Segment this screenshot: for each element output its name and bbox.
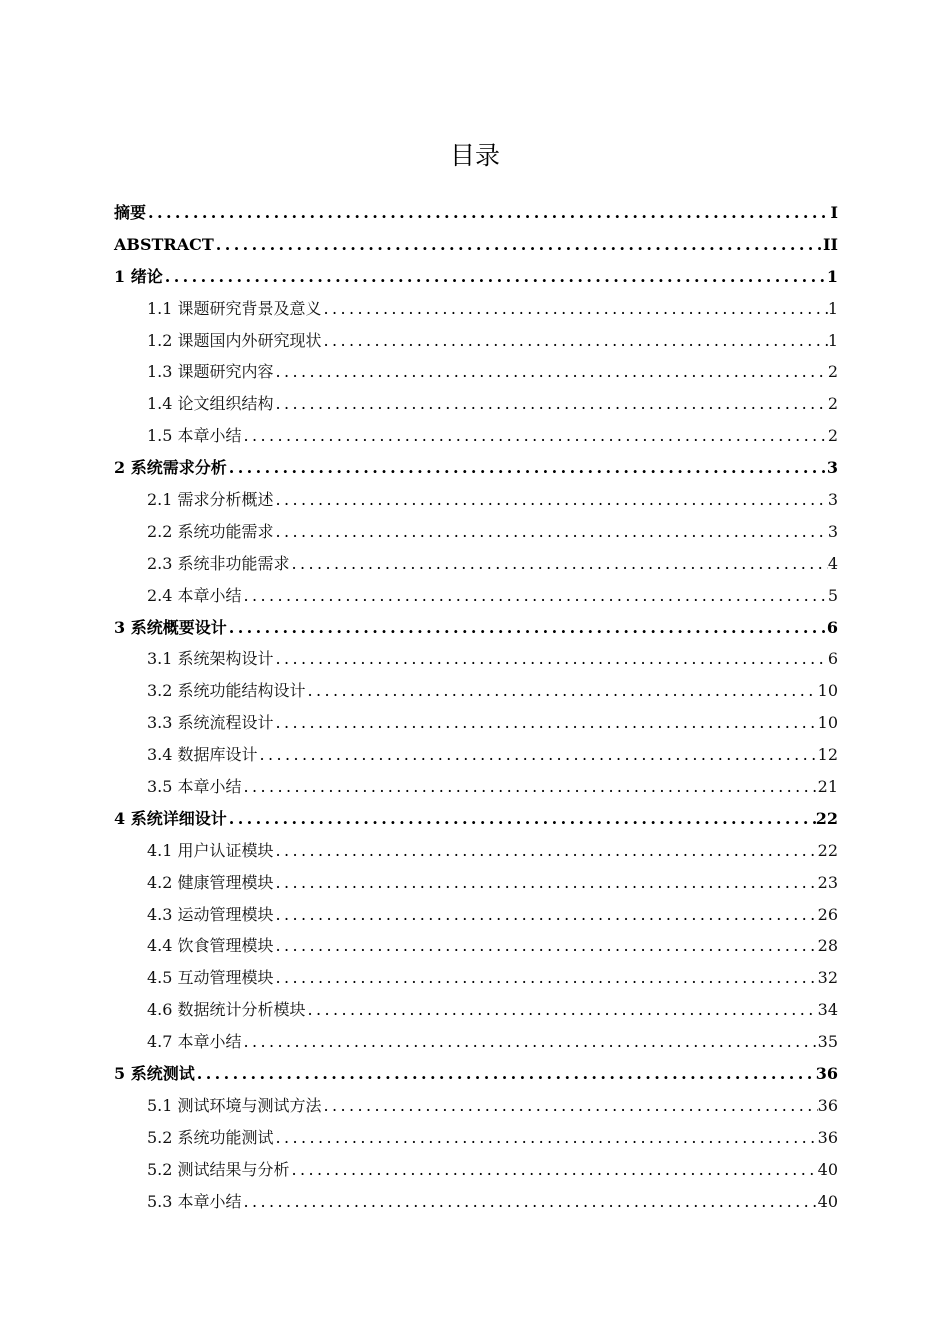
- toc-dot-leader: [274, 1122, 818, 1154]
- toc-section-entry[interactable]: [114, 1026, 838, 1058]
- toc-dot-leader: [274, 962, 818, 994]
- toc-entry-label: 4.5 互动管理模块: [147, 968, 274, 988]
- toc-entry-page-number: 10: [817, 713, 838, 733]
- toc-dot-leader: [290, 548, 828, 580]
- toc-entry-label: 1.3 课题研究内容: [147, 362, 274, 382]
- toc-entry-page-number: 12: [817, 745, 838, 765]
- toc-section-entry[interactable]: [114, 484, 838, 516]
- toc-entry-page-number: 23: [817, 872, 838, 892]
- toc-dot-leader: [214, 229, 823, 261]
- toc-entry-page-number: 21: [817, 777, 838, 797]
- toc-dot-leader: [274, 484, 828, 516]
- toc-entry-label: 2.2 系统功能需求: [147, 521, 274, 541]
- toc-dot-leader: [242, 771, 818, 803]
- toc-dot-leader: [146, 197, 831, 229]
- toc-entry-label: 4.2 健康管理模块: [147, 872, 274, 892]
- toc-entry-page-number: 36: [815, 1064, 838, 1084]
- toc-section-entry[interactable]: [114, 707, 838, 739]
- toc-dot-leader: [227, 803, 816, 835]
- table-of-contents: [114, 197, 838, 1218]
- toc-entry-label: 1.1 课题研究背景及意义: [147, 298, 322, 318]
- toc-entry-page-number: 6: [827, 649, 838, 669]
- toc-entry-page-number: 5: [827, 585, 838, 605]
- toc-entry-page-number: 22: [815, 808, 838, 828]
- toc-entry-page-number: 28: [817, 936, 838, 956]
- toc-entry-page-number: 40: [817, 1159, 838, 1179]
- toc-dot-leader: [163, 261, 827, 293]
- toc-dot-leader: [258, 739, 818, 771]
- toc-entry-label: 4 系统详细设计: [114, 808, 227, 828]
- toc-dot-leader: [274, 930, 818, 962]
- toc-dot-leader: [274, 356, 828, 388]
- toc-dot-leader: [290, 1154, 818, 1186]
- toc-section-entry[interactable]: [114, 325, 838, 357]
- toc-entry-page-number: 3: [827, 490, 838, 510]
- toc-entry-page-number: 34: [817, 1000, 838, 1020]
- toc-dot-leader: [227, 612, 827, 644]
- toc-entry-page-number: 26: [817, 904, 838, 924]
- toc-section-entry[interactable]: [114, 835, 838, 867]
- toc-entry-label: 1.2 课题国内外研究现状: [147, 330, 322, 350]
- toc-entry-label: 4.1 用户认证模块: [147, 840, 274, 860]
- toc-dot-leader: [274, 835, 818, 867]
- toc-section-entry[interactable]: [114, 548, 838, 580]
- toc-dot-leader: [306, 675, 818, 707]
- toc-entry-label: 摘要: [114, 203, 147, 222]
- toc-entry-label: 4.6 数据统计分析模块: [147, 1000, 306, 1020]
- toc-entry-page-number: I: [830, 203, 838, 222]
- toc-dot-leader: [242, 1186, 818, 1218]
- toc-dot-leader: [227, 452, 827, 484]
- toc-entry-page-number: 1: [827, 298, 838, 318]
- toc-entry-label: 3.3 系统流程设计: [147, 713, 274, 733]
- toc-dot-leader: [242, 580, 828, 612]
- toc-section-entry[interactable]: [114, 293, 838, 325]
- toc-entry-label: 4.3 运动管理模块: [147, 904, 274, 924]
- toc-dot-leader: [274, 388, 828, 420]
- page-title: 目录: [449, 141, 500, 170]
- toc-entry-label: 1.5 本章小结: [147, 426, 242, 446]
- toc-entry-page-number: 32: [817, 968, 838, 988]
- toc-entry-page-number: 1: [826, 266, 838, 286]
- toc-entry-page-number: 3: [826, 458, 838, 478]
- toc-section-entry[interactable]: [114, 420, 838, 452]
- toc-entry-page-number: 4: [827, 553, 838, 573]
- toc-section-entry[interactable]: [114, 1186, 838, 1218]
- toc-section-entry[interactable]: [114, 994, 838, 1026]
- toc-dot-leader: [322, 325, 828, 357]
- toc-entry-label: 3.1 系统架构设计: [147, 649, 274, 669]
- toc-entry-page-number: II: [823, 234, 838, 254]
- toc-entry-page-number: 6: [826, 617, 838, 637]
- toc-dot-leader: [322, 293, 828, 325]
- toc-section-entry[interactable]: [114, 962, 838, 994]
- toc-dot-leader: [242, 420, 828, 452]
- toc-entry-label: 1 绪论: [114, 266, 163, 286]
- toc-entry-page-number: 22: [817, 840, 838, 860]
- toc-entry-page-number: 3: [827, 521, 838, 541]
- toc-entry-page-number: 2: [827, 426, 838, 446]
- toc-entry-label: 5.2 测试结果与分析: [147, 1159, 290, 1179]
- toc-dot-leader: [274, 867, 818, 899]
- toc-section-entry[interactable]: [114, 771, 838, 803]
- toc-section-entry[interactable]: [114, 356, 838, 388]
- toc-dot-leader: [322, 1090, 818, 1122]
- toc-entry-label: 2.3 系统非功能需求: [147, 553, 290, 573]
- toc-entry-page-number: 2: [827, 362, 838, 382]
- toc-section-entry[interactable]: [114, 388, 838, 420]
- toc-chapter-entry[interactable]: [114, 261, 838, 293]
- toc-section-entry[interactable]: [114, 580, 838, 612]
- toc-entry-label: 3 系统概要设计: [114, 617, 227, 637]
- toc-entry-label: 1.4 论文组织结构: [147, 394, 274, 414]
- toc-section-entry[interactable]: [114, 643, 838, 675]
- toc-section-entry[interactable]: [114, 930, 838, 962]
- toc-entry-label: 5 系统测试: [114, 1064, 195, 1084]
- toc-entry-page-number: 10: [817, 681, 838, 701]
- toc-chapter-entry[interactable]: [114, 803, 838, 835]
- toc-entry-page-number: 40: [817, 1191, 838, 1211]
- toc-dot-leader: [274, 899, 818, 931]
- toc-section-entry[interactable]: [114, 675, 838, 707]
- toc-entry-label: 3.4 数据库设计: [147, 745, 258, 765]
- toc-entry-label: 5.1 测试环境与测试方法: [147, 1095, 322, 1115]
- toc-entry-label: 4.7 本章小结: [147, 1032, 242, 1052]
- toc-entry-label: 4.4 饮食管理模块: [147, 936, 274, 956]
- toc-entry-page-number: 1: [827, 330, 838, 350]
- toc-dot-leader: [274, 516, 828, 548]
- toc-entry-page-number: 35: [817, 1032, 838, 1052]
- toc-dot-leader: [274, 707, 818, 739]
- toc-chapter-entry[interactable]: [114, 612, 838, 644]
- toc-entry-label: 5.2 系统功能测试: [147, 1127, 274, 1147]
- toc-entry-label: 2 系统需求分析: [114, 458, 227, 478]
- toc-section-entry[interactable]: [114, 867, 838, 899]
- toc-dot-leader: [306, 994, 818, 1026]
- toc-section-entry[interactable]: [114, 1154, 838, 1186]
- toc-section-entry[interactable]: [114, 899, 838, 931]
- toc-entry-label: 2.4 本章小结: [147, 585, 242, 605]
- toc-section-entry[interactable]: [114, 516, 838, 548]
- toc-entry-page-number: 2: [827, 394, 838, 414]
- toc-dot-leader: [195, 1058, 816, 1090]
- toc-entry-label: 2.1 需求分析概述: [147, 490, 274, 510]
- toc-entry-label: 5.3 本章小结: [147, 1191, 242, 1211]
- toc-entry-label: ABSTRACT: [114, 234, 214, 254]
- toc-entry-page-number: 36: [817, 1127, 838, 1147]
- toc-chapter-entry[interactable]: [114, 229, 838, 261]
- toc-chapter-entry[interactable]: [114, 452, 838, 484]
- toc-entry-page-number: 36: [817, 1095, 838, 1115]
- toc-entry-label: 3.2 系统功能结构设计: [147, 681, 306, 701]
- toc-dot-leader: [242, 1026, 818, 1058]
- toc-chapter-entry[interactable]: [114, 197, 838, 229]
- toc-dot-leader: [274, 643, 828, 675]
- toc-section-entry[interactable]: [114, 739, 838, 771]
- toc-section-entry[interactable]: [114, 1122, 838, 1154]
- toc-section-entry[interactable]: [114, 1090, 838, 1122]
- toc-entry-label: 3.5 本章小结: [147, 777, 242, 797]
- toc-chapter-entry[interactable]: [114, 1058, 838, 1090]
